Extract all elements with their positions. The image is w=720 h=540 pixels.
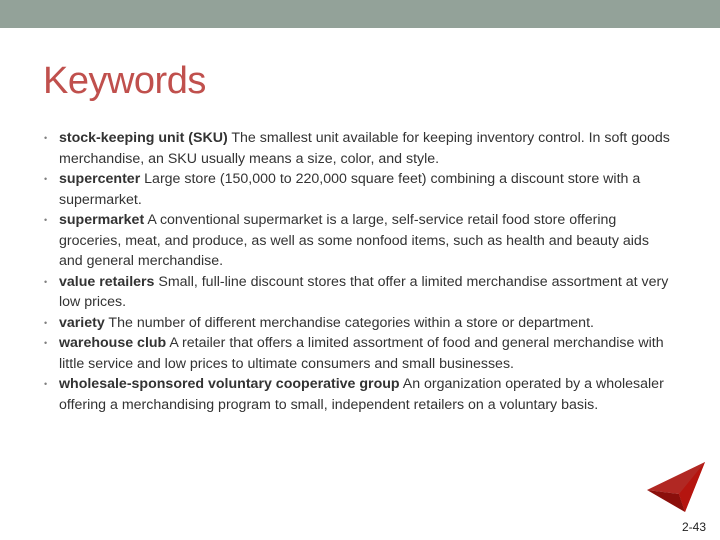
keyword-definition: Small, full-line discount stores that offer a limited merchandise assortment at very low prices. <box>59 273 669 310</box>
keyword-definition: An organization operated by a wholesaler offering a merchandising program to small, independent retailers on a voluntary basis. <box>59 376 664 413</box>
keyword-term: value retailers <box>59 273 155 290</box>
keyword-term: wholesale-sponsored voluntary cooperative group <box>59 376 400 392</box>
bullet-icon: • <box>44 215 48 225</box>
bullet-icon: • <box>44 174 48 184</box>
red-arrow-logo-icon <box>645 458 707 514</box>
keyword-term: supermarket <box>59 212 145 228</box>
list-item <box>44 169 674 210</box>
keyword-definition: Large store (150,000 to 220,000 square feet) combining a discount store with a supermarket. <box>59 171 641 208</box>
keyword-term: warehouse club <box>59 335 167 351</box>
keyword-definition: The number of different merchandise categories within a store or department. <box>104 314 594 331</box>
top-bar <box>0 0 720 28</box>
keyword-term: stock-keeping unit (SKU) <box>59 130 228 146</box>
bullet-icon: • <box>44 338 48 348</box>
bullet-icon: • <box>44 317 48 328</box>
list-item <box>44 374 674 415</box>
keyword-definition: The smallest unit available for keeping inventory control. In soft goods merchandise, an SKU usually means a size, color, and style. <box>59 130 670 167</box>
list-item <box>44 272 674 313</box>
keyword-term: supercenter <box>59 171 141 187</box>
keyword-term: variety <box>59 314 105 331</box>
list-item <box>44 313 674 334</box>
keyword-definition: A retailer that offers a limited assortment of food and general merchandise with little service and low prices to ultimate consumers and small businesses. <box>59 335 664 372</box>
bullet-icon: • <box>44 133 48 143</box>
page-number: 2-43 <box>681 520 706 534</box>
list-item <box>44 210 674 272</box>
list-item <box>44 333 674 374</box>
keyword-list <box>44 128 674 415</box>
bullet-icon: • <box>44 276 48 287</box>
keyword-definition: A conventional supermarket is a large, self-service retail food store offering groceries, meat, and produce, as well as some nonfood items, such as health and beauty aids and general merchandise. <box>59 212 649 269</box>
bullet-icon: • <box>44 379 48 389</box>
slide-title: Keywords <box>43 60 206 102</box>
list-item <box>44 128 674 169</box>
